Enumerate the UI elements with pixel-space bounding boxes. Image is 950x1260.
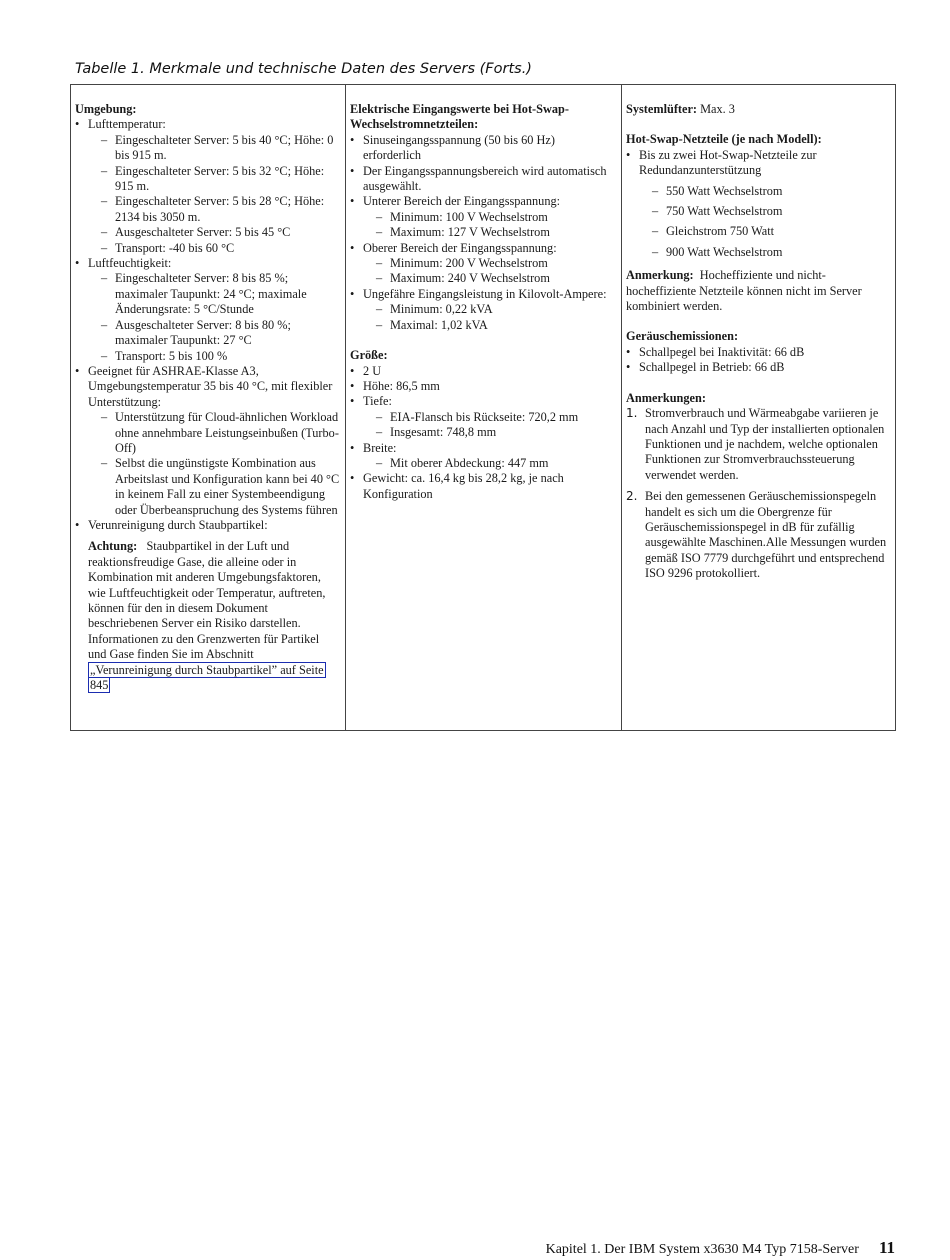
list-item: – Maximum: 127 V Wechselstrom <box>363 225 616 240</box>
dust-label: Verunreinigung durch Staubpartikel: <box>88 517 268 532</box>
list-item: • 2 U <box>350 364 616 379</box>
list-item <box>350 241 616 287</box>
list-item: – Insgesamt: 748,8 mm <box>363 425 616 440</box>
list-item <box>626 406 891 483</box>
note-text: Stromverbrauch und Wärmeabgabe variieren je nach Anzahl und Typ der installierten optionalen Funktionen und je nachdem, welche optionalen Funktionen zur Stromverbrauchssteuerung verwendet werden. <box>645 406 885 482</box>
spec-table <box>70 84 896 731</box>
list-item <box>75 364 340 518</box>
list-item: – Eingeschalteter Server: 5 bis 28 °C; Höhe: 2134 bis 3050 m. <box>88 194 340 225</box>
list-item <box>626 148 891 260</box>
list-item: – Minimum: 200 V Wechselstrom <box>363 256 616 271</box>
notes-list <box>626 406 891 581</box>
list-item <box>350 394 616 440</box>
list-item: • Sinuseingangsspannung (50 bis 60 Hz) erforderlich <box>350 133 616 164</box>
size-list <box>350 364 616 503</box>
list-item: – Maximum: 240 V Wechselstrom <box>363 271 616 286</box>
list-item <box>75 256 340 364</box>
power-noise-column <box>622 85 895 730</box>
page-footer <box>546 1238 895 1258</box>
contamination-link[interactable]: „Verunreinigung durch Staubpartikel” auf Seite 845 <box>90 662 324 693</box>
attention-note <box>75 533 340 693</box>
list-item: – Minimum: 100 V Wechselstrom <box>363 210 616 225</box>
list-item <box>75 117 340 256</box>
kva-label: Ungefähre Eingangsleistung in Kilovolt-Ampere: <box>363 286 607 301</box>
list-item: – Ausgeschalteter Server: 8 bis 80 %; maximaler Taupunkt: 27 °C <box>88 318 340 349</box>
upper-range-label: Oberer Bereich der Eingangsspannung: <box>363 240 557 255</box>
list-item: – Ausgeschalteter Server: 5 bis 45 °C <box>88 225 340 240</box>
noise-list <box>626 345 891 376</box>
psu-intro: Bis zu zwei Hot-Swap-Netzteile zur Redundanzunterstützung <box>639 147 817 178</box>
list-item <box>350 194 616 240</box>
notes-heading: Anmerkungen: <box>626 390 706 405</box>
lower-range-label: Unterer Bereich der Eingangsspannung: <box>363 194 561 209</box>
list-item: – Maximal: 1,02 kVA <box>363 318 616 333</box>
list-item <box>350 441 616 472</box>
ashrae-label: Geeignet für ASHRAE-Klasse A3, Umgebungstemperatur 35 bis 40 °C, mit flexibler Unterstützung: <box>88 363 333 409</box>
remark-label: Anmerkung: <box>626 268 694 283</box>
note-number: 1. <box>626 406 638 421</box>
size-heading: Größe: <box>350 348 388 363</box>
list-item <box>626 489 891 581</box>
note-number: 2. <box>626 489 638 504</box>
table-caption: Tabelle 1. Merkmale und technische Daten des Servers (Forts.) <box>75 61 532 77</box>
list-item: • Der Eingangsspannungsbereich wird automatisch ausgewählt. <box>350 164 616 195</box>
humidity-label: Luftfeuchtigkeit: <box>88 256 172 271</box>
electrical-list <box>350 133 616 333</box>
list-item: – Eingeschalteter Server: 5 bis 32 °C; Höhe: 915 m. <box>88 164 340 195</box>
list-item: – 550 Watt Wechselstrom <box>639 184 891 199</box>
fans-value: Max. 3 <box>700 102 735 116</box>
psu-list <box>626 148 891 260</box>
list-item: – EIA-Flansch bis Rückseite: 720,2 mm <box>363 410 616 425</box>
psu-remark <box>626 268 891 314</box>
list-item: • Höhe: 86,5 mm <box>350 379 616 394</box>
chapter-title: Kapitel 1. Der IBM System x3630 M4 Typ 7158-Server <box>545 1242 859 1257</box>
width-label: Breite: <box>363 440 397 455</box>
remark-text: Hocheffiziente und nicht-hocheffiziente Netzteile können nicht im Server kombiniert werden. <box>626 268 862 314</box>
list-item: – Unterstützung für Cloud-ähnlichen Workload ohne annehmbare Leistungseinbußen (Turbo-Off) <box>88 410 340 456</box>
fans-line <box>626 102 891 117</box>
air-temperature-label: Lufttemperatur: <box>88 117 166 132</box>
list-item: – Minimum: 0,22 kVA <box>363 302 616 317</box>
electrical-heading: Elektrische Eingangswerte bei Hot-Swap-Wechselstromnetzteilen: <box>350 102 569 132</box>
psu-heading: Hot-Swap-Netzteile (je nach Modell): <box>626 132 822 147</box>
environment-column <box>71 85 346 730</box>
attention-label: Achtung: <box>88 539 138 554</box>
noise-heading: Geräuschemissionen: <box>626 329 739 344</box>
list-item: – Eingeschalteter Server: 8 bis 85 %; maximaler Taupunkt: 24 °C; maximale Änderungsrate: 5 °C/Stunde <box>88 271 340 317</box>
list-item: – 900 Watt Wechselstrom <box>639 245 891 260</box>
list-item: – Transport: -40 bis 60 °C <box>88 241 340 256</box>
list-item: – Eingeschalteter Server: 5 bis 40 °C; Höhe: 0 bis 915 m. <box>88 133 340 164</box>
list-item: – Gleichstrom 750 Watt <box>639 224 891 239</box>
list-item <box>75 518 340 533</box>
depth-label: Tiefe: <box>363 394 392 409</box>
attention-text: Staubpartikel in der Luft und reaktionsfreudige Gase, die alleine oder in Kombination mit anderen Umgebungsfaktoren, wie Luftfeuchtigkeit oder Temperatur, auftreten, können für den in diesem Dokument beschriebenen Server ein Risiko darstellen. Informationen zu den Grenzwerten für Partikel und Gase finden Sie im Abschnitt <box>88 539 326 662</box>
environment-list <box>75 117 340 533</box>
list-item: – Transport: 5 bis 100 % <box>88 349 340 364</box>
electrical-column <box>346 85 622 730</box>
list-item: – Mit oberer Abdeckung: 447 mm <box>363 456 616 471</box>
list-item: • Gewicht: ca. 16,4 kg bis 28,2 kg, je nach Konfiguration <box>350 471 616 502</box>
list-item <box>350 287 616 333</box>
fans-label: Systemlüfter: <box>626 102 698 116</box>
list-item: – 750 Watt Wechselstrom <box>639 204 891 219</box>
list-item: • Schallpegel bei Inaktivität: 66 dB <box>626 345 891 360</box>
list-item: – Selbst die ungünstigste Kombination aus Arbeitslast und Konfiguration kann bei 40 °C in keinem Fall zu einer Systembeendigung oder Überbeanspruchung des Systems führen <box>88 456 340 518</box>
note-text: Bei den gemessenen Geräuschemissionspegeln handelt es sich um die Obergrenze für Geräuschemissionspegel in dB für zufällig ausgewählte Maschinen.Alle Messungen wurden gemäß ISO 7779 durchgeführt und entsprechend ISO 9296 protokolliert. <box>645 489 887 581</box>
environment-heading: Umgebung: <box>75 102 137 116</box>
list-item: • Schallpegel in Betrieb: 66 dB <box>626 360 891 375</box>
page-number: 11 <box>878 1238 895 1257</box>
